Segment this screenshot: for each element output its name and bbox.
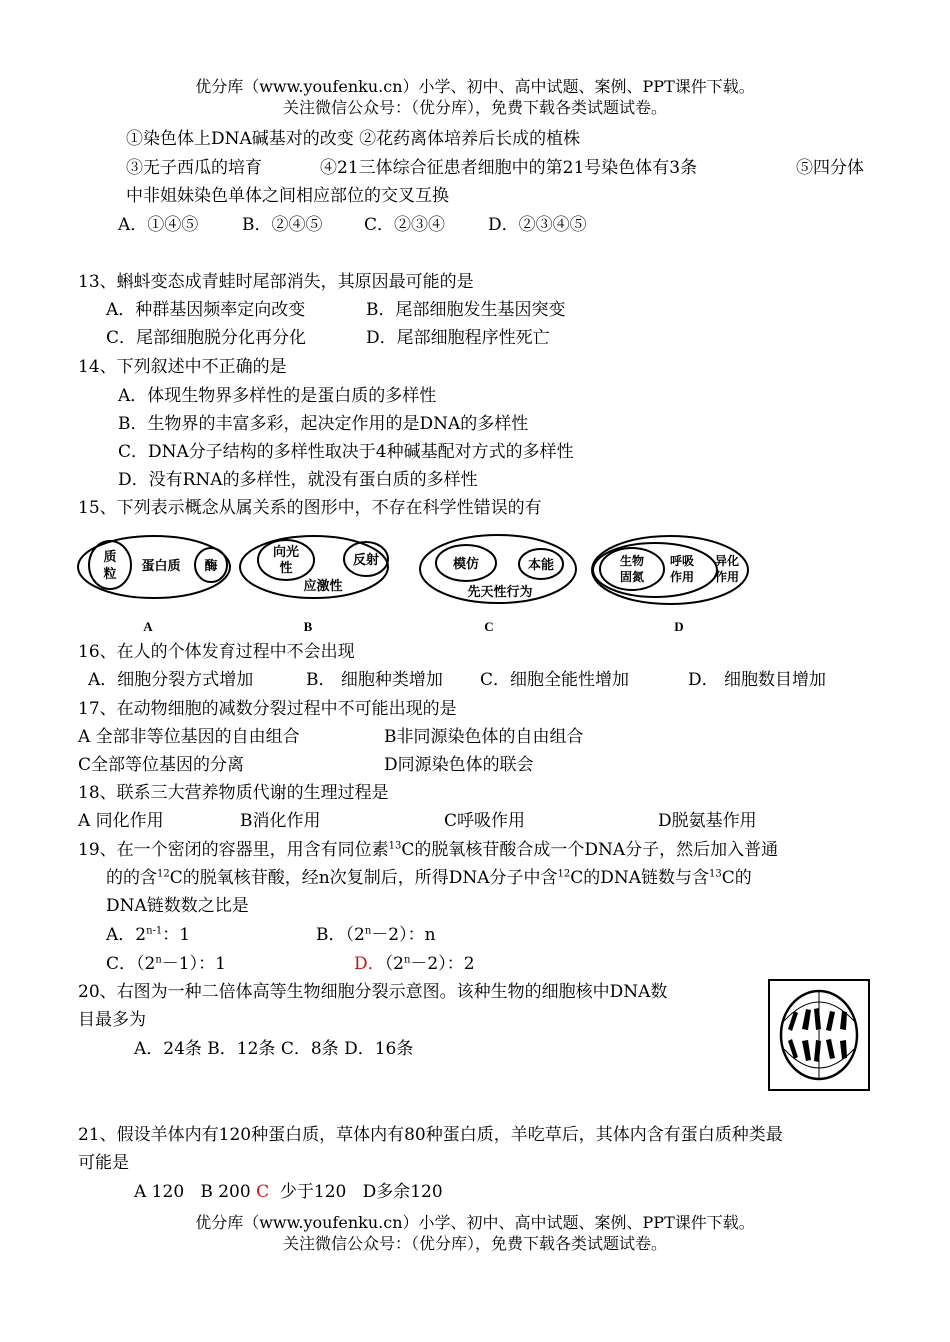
diagram-d-label-5: 异化 [714,554,740,568]
q19-sup-3: 12 [557,868,571,880]
q19-stem-b: C的脱氧核苷酸合成一个DNA分子，然后加入普通 [401,840,779,860]
q19-line2-d: C的 [721,868,752,888]
q12-item-5a: ⑤四分体 [796,158,864,178]
q14-stem: 14、下列叙述中不正确的是 [78,357,287,377]
q16-option-a: A．细胞分裂方式增加 [88,670,254,690]
q15-concept-diagrams [76,527,756,637]
q19-option-d-tail: －2）：2 [410,954,475,974]
q19-line2-b: C的脱氧核苷酸，经n次复制后，所得DNA分子中含 [169,868,558,888]
q12-option-a: A．①④⑤ [118,215,199,235]
q19-option-a-sup: n-1 [146,925,163,937]
q13-option-c: C．尾部细胞脱分化再分化 [106,328,307,348]
q19-option-a [106,923,190,947]
q19-option-d-text: （2 [384,954,404,974]
q12-item-5b: 中非姐妹染色单体之间相应部位的交叉互换 [126,186,449,206]
q20-cell-division-figure [768,979,870,1091]
footer-line-2: 关注微信公众号：（优分库），免费下载各类试题试卷。 [282,1234,667,1253]
q19-option-c [106,952,226,976]
chromosomes-lower [788,1039,847,1062]
diagram-c-label-1: 模仿 [452,557,480,572]
q19-option-b-sup: n [364,925,372,937]
q19-stem-a: 19、在一个密闭的容器里，用含有同位素 [78,840,389,860]
q19-option-b-tail: －2）：n [371,925,436,945]
q21-stem-line-1: 21、假设羊体内有120种蛋白质，草体内有80种蛋白质，羊吃草后，其体内含有蛋白质种类最 [78,1125,783,1145]
q16-stem: 16、在人的个体发育过程中不会出现 [78,642,355,662]
q19-stem-line-1 [78,838,778,862]
q19-stem-line-3: DNA链数数之比是 [106,896,249,916]
diagram-c-label-3: 先天性行为 [467,585,533,600]
diagram-d-label-6: 作用 [714,570,740,584]
diagram-d-label-4: 作用 [669,570,695,584]
q19-option-d [354,952,475,976]
chromosomes-upper [788,1008,847,1031]
q13-option-b: B．尾部细胞发生基因突变 [366,300,566,320]
q12-item-4: ④21三体综合征患者细胞中的第21号染色体有3条 [320,158,698,178]
q17-option-a: A 全部非等位基因的自由组合 [78,727,300,747]
q19-stem-line-2 [106,866,752,890]
q19-sup-4: 13 [709,868,722,880]
q19-option-c-text: C．（2 [106,954,156,974]
q12-option-b: B．②④⑤ [242,215,323,235]
q14-option-a: A．体现生物界多样性的是蛋白质的多样性 [118,386,437,406]
diagram-d-label-3: 呼吸 [669,554,695,568]
q12-item-1-2: ①染色体上DNA碱基对的改变 ②花药离体培养后长成的植株 [126,129,581,149]
diagram-a-label-2: 粒 [103,567,117,582]
q21-option-c-letter: C [256,1182,270,1202]
q19-option-a-text: A．2 [106,925,147,945]
diagram-letter-a: A [143,619,153,634]
q19-option-c-tail: －1）：1 [161,954,226,974]
footer-line-1: 优分库（www.youfenku.cn）小学、初中、高中试题、案例、PPT课件下载。 [195,1213,755,1232]
q19-option-b [316,923,436,947]
q19-option-c-sup: n [155,954,162,966]
q17-stem: 17、在动物细胞的减数分裂过程中不可能出现的是 [78,699,457,719]
q19-sup-2: 12 [157,868,170,880]
q19-line2-c: C的DNA链数与含 [570,868,710,888]
diagram-letter-c: C [484,619,494,634]
diagram-letter-b: B [303,619,313,634]
q18-option-c: C呼吸作用 [444,811,526,831]
cell-division-drawing [770,981,868,1089]
diagram-b-label-2: 性 [279,561,293,576]
diagram-d-label-2: 固氮 [619,570,645,584]
diagram-c-label-2: 本能 [527,558,555,573]
q12-option-c: C．②③④ [364,215,446,235]
q12-item-3: ③无子西瓜的培育 [126,158,262,178]
q18-option-d: D脱氨基作用 [658,811,757,831]
q18-option-a: A 同化作用 [78,811,164,831]
q14-option-b: B．生物界的丰富多彩，起决定作用的是DNA的多样性 [118,414,529,434]
q19-sup-1: 13 [388,840,402,852]
q14-option-c: C．DNA分子结构的多样性取决于4种碱基配对方式的多样性 [118,442,574,462]
diagram-b-label-4: 应激性 [303,579,343,594]
q20-stem-line-2: 目最多为 [78,1010,146,1030]
diagram-a-label-1: 质 [103,550,117,565]
q14-option-d: D．没有RNA的多样性，就没有蛋白质的多样性 [118,470,478,490]
q13-stem: 13、蝌蚪变态成青蛙时尾部消失，其原因最可能的是 [78,272,474,292]
diagram-a-label-3: 蛋白质 [141,559,181,574]
q15-stem: 15、下列表示概念从属关系的图形中，不存在科学性错误的有 [78,498,542,518]
diagram-d-middle [593,543,717,597]
diagram-b-label-3: 反射 [352,553,380,568]
q12-option-d: D．②③④⑤ [488,215,587,235]
q16-option-b: B． 细胞种类增加 [306,670,443,690]
q21-options-ab: A 120 B 200 [134,1182,251,1202]
q21-options-cd: 少于120 D多余120 [269,1182,443,1202]
header-line-1: 优分库（www.youfenku.cn）小学、初中、高中试题、案例、PPT课件下载。 [195,77,755,96]
q18-option-b: B消化作用 [240,811,321,831]
q19-option-a-tail: ：1 [162,925,191,945]
diagram-letter-d: D [674,619,684,634]
q16-option-d: D． 细胞数目增加 [688,670,827,690]
q16-option-c: C．细胞全能性增加 [480,670,630,690]
header-line-2: 关注微信公众号：（优分库），免费下载各类试题试卷。 [282,98,667,117]
q19-line2-a: 的的含 [106,868,157,888]
q21-options [134,1180,443,1204]
diagram-b-label-1: 向光 [272,545,300,560]
diagram-d-label-1: 生物 [619,554,645,568]
q17-option-c: C全部等位基因的分离 [78,755,245,775]
q17-option-d: D同源染色体的联会 [384,755,534,775]
q19-option-d-sup: n [403,954,411,966]
q19-option-b-text: B．（2 [316,925,365,945]
q19-option-d-letter: D． [354,954,385,974]
q13-option-d: D．尾部细胞程序性死亡 [366,328,550,348]
q21-stem-line-2: 可能是 [78,1153,129,1173]
q18-stem: 18、联系三大营养物质代谢的生理过程是 [78,783,389,803]
q20-options: A．24条 B．12条 C．8条 D．16条 [134,1039,414,1059]
diagram-a-label-4: 酶 [204,559,218,574]
q17-option-b: B非同源染色体的自由组合 [384,727,584,747]
q13-option-a: A．种群基因频率定向改变 [106,300,306,320]
q20-stem-line-1: 20、右图为一种二倍体高等生物细胞分裂示意图。该种生物的细胞核中DNA数 [78,982,668,1002]
